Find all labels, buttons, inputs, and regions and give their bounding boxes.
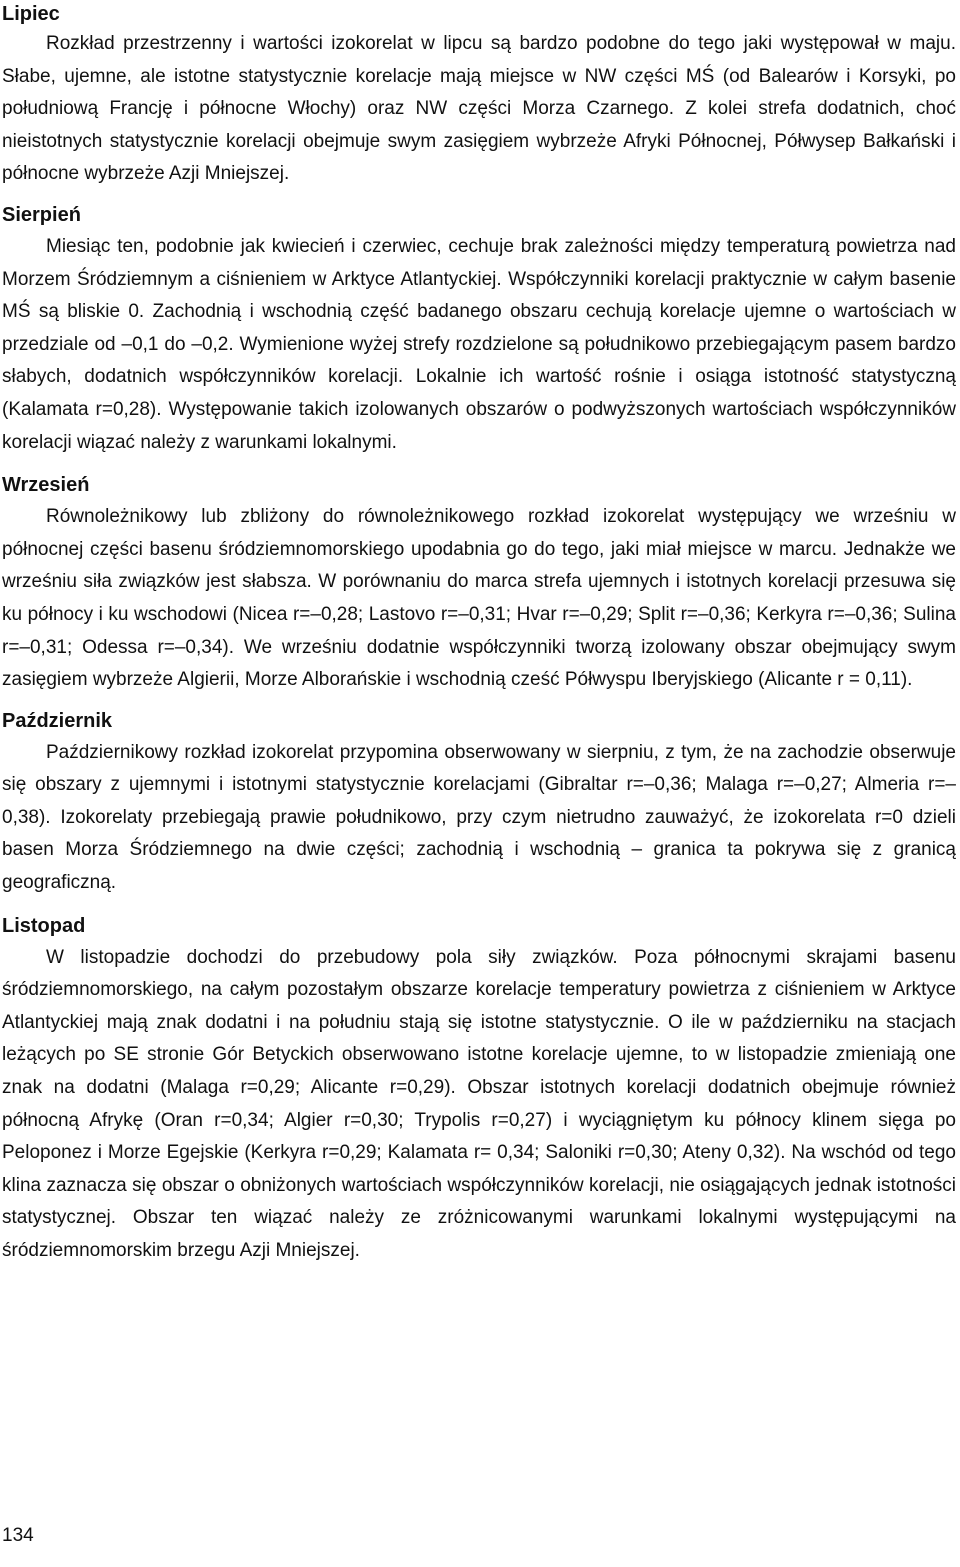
section-listopad <box>2 910 956 1268</box>
section-title: Lipiec <box>2 3 60 25</box>
section-wrzesien <box>2 469 956 697</box>
section-sierpien <box>2 199 956 459</box>
section-lipiec <box>2 0 956 191</box>
section-paragraph: W listopadzie dochodzi do przebudowy pola siły związków. Poza północnymi skrajami basenu śródziemnomorskiego, na całym pozostałym obszarze korelacje temperatury powietrza z ciśnieniem w Arktyce Atlantyckiej mają znak dodatni i na południu stają się istotne statystycznie. O ile w październiku na stacjach leżących po SE stronie Gór Betyckich obserwowano istotne korelacje ujemne, to w listopadzie zmieniają one znak na dodatni (Malaga r=0,29; Alicante r=0,29). Obszar istotnych korelacji dodatnich obejmuje również północną Afrykę (Oran r=0,34; Algier r=0,30; Trypolis r=0,27) i wyciągniętym ku północy klinem sięga po Peloponez i Morze Egejskie (Kerkyra r=0,29; Kalamata r= 0,34; Saloniki r=0,30; Ateny 0,32). Na wschód od tego klina zaznacza się obszar o obniżonych wartościach współczynników korelacji, nie osiągających jednak istotności statystycznej. Obszar ten wiązać należy ze zróżnicowanymi warunkami lokalnymi występującymi na śródziemnomorskim brzegu Azji Mniejszej. <box>2 946 956 1261</box>
section-paragraph: Rozkład przestrzenny i wartości izokorelat w lipcu są bardzo podobne do tego jaki występował w maju. Słabe, ujemne, ale istotne statystycznie korelacje mają miejsce w NW części MŚ (od Balearów i Korsyki, po południową Francję i północne Włochy) oraz NW części Morza Czarnego. Z kolei strefa dodatnich, choć nieistotnych statystycznie korelacji obejmuje swym zasięgiem wybrzeże Afryki Północnej, Półwysep Bałkański i północne wybrzeże Azji Mniejszej. <box>2 33 956 185</box>
section-title: Sierpień <box>2 203 81 226</box>
section-paragraph: Miesiąc ten, podobnie jak kwiecień i czerwiec, cechuje brak zależności między temperaturą powietrza nad Morzem Śródziemnym a ciśnieniem w Arktyce Atlantyckiej. Współczynniki korelacji praktycznie w całym basenie MŚ są bliskie 0. Zachodnią i wschodnią część badanego obszaru cechują korelacje ujemne o wartościach w przedziale od –0,1 do –0,2. Wymienione wyżej strefy rozdzielone są południkowo przebiegającym pasem bardzo słabych, dodatnich współczynników korelacji. Lokalnie ich wartość rośnie i osiąga istotność statystyczną (Kalamata r=0,28). Występowanie takich izolowanych obszarów o podwyższonych wartościach współczynników korelacji wiązać należy z warunkami lokalnymi. <box>2 235 956 453</box>
section-title: Listopad <box>2 914 86 937</box>
section-paragraph: Październikowy rozkład izokorelat przypomina obserwowany w sierpniu, z tym, że na zachodzie obserwuje się obszary z ujemnymi i istotnymi statystycznie korelacjami (Gibraltar r=–0,36; Malaga r=–0,27; Almeria r=–0,38). Izokorelaty przebiegają prawie południkowo, przy czym nietrudno zauważyć, że izokorelata r=0 dzieli basen Morza Śródziemnego na dwie części; zachodnią i wschodnią – granica ta pokrywa się z granicą geograficzną. <box>2 741 956 894</box>
page-number: 134 <box>2 1525 34 1546</box>
section-title: Wrzesień <box>2 474 90 497</box>
section-title: Październik <box>2 709 113 732</box>
section-pazdziernik <box>2 705 956 900</box>
section-paragraph: Równoleżnikowy lub zbliżony do równoleżnikowego rozkład izokorelat występujący we wrześniu w północnej części basenu śródziemnomorskiego upodabnia go do tego, jaki miał miejsce w marcu. Jednakże we wrześniu siła związków jest słabsza. W porównaniu do marca strefa ujemnych i istotnych korelacji przesuwa się ku północy i ku wschodowi (Nicea r=–0,28; Lastovo r=–0,31; Hvar r=–0,29; Split r=–0,36; Kerkyra r=–0,36; Sulina r=–0,31; Odessa r=–0,34). We wrześniu dodatnie współczynniki tworzą izolowany obszar obejmujący swym zasięgiem wybrzeże Algierii, Morze Alborańskie i wschodnią cześć Półwyspu Iberyjskiego (Alicante r = 0,11). <box>2 506 956 691</box>
